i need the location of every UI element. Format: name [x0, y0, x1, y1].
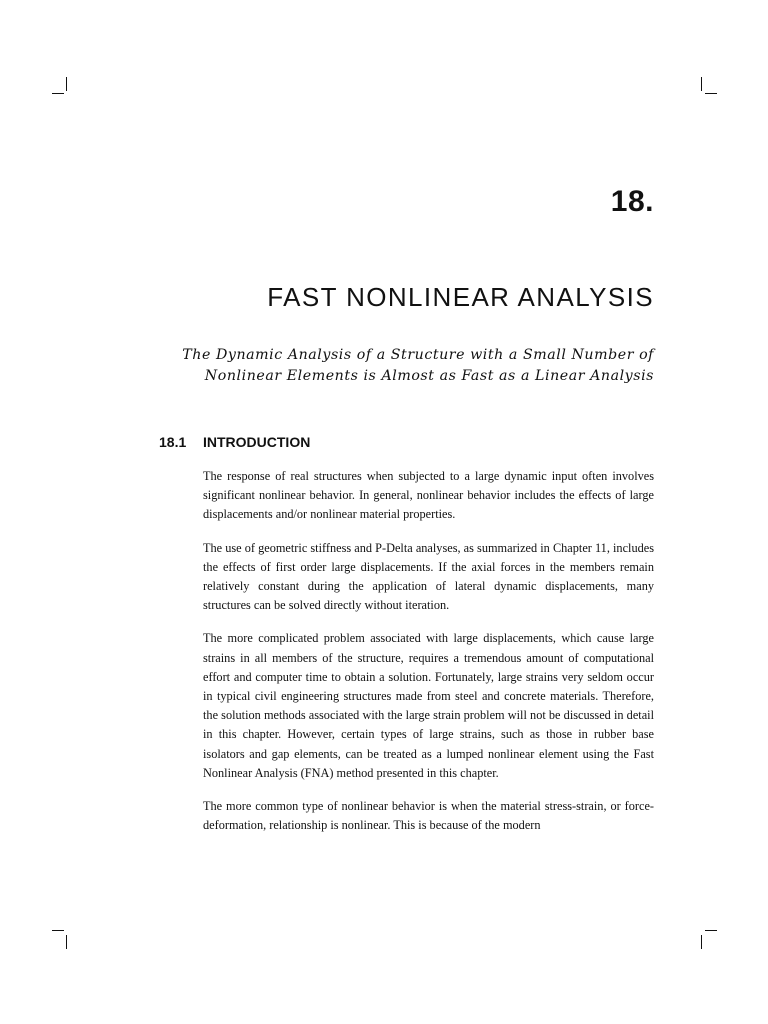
- body-text: [203, 467, 654, 849]
- crop-mark-bottom-right-v: [701, 935, 702, 949]
- crop-mark-top-right-h: [705, 93, 717, 94]
- section-title: INTRODUCTION: [203, 434, 311, 450]
- crop-mark-top-left-v: [66, 77, 67, 91]
- paragraph: The use of geometric stiffness and P-Delta analyses, as summarized in Chapter 11, includes the effects of first order large displacements. If the axial forces in the members remain relatively constant during the application of lateral dynamic displacements, many structures can be solved directly without iteration.: [203, 540, 654, 613]
- section-heading: [159, 432, 310, 452]
- crop-mark-top-left-h: [52, 93, 64, 94]
- paragraph: The more common type of nonlinear behavior is when the material stress-strain, or force-deformation, relationship is nonlinear. This is because of the modern: [203, 799, 654, 833]
- paragraph: The response of real structures when subjected to a large dynamic input often involves significant nonlinear behavior. In general, nonlinear behavior includes the effects of large displacements and/or nonlinear material properties.: [203, 469, 654, 522]
- section-number: 18.1: [159, 434, 187, 450]
- chapter-number: 18.: [610, 185, 654, 218]
- crop-mark-bottom-left-h: [52, 930, 64, 931]
- crop-mark-bottom-right-h: [705, 930, 717, 931]
- chapter-epigraph: The Dynamic Analysis of a Structure with a Small Number of Nonlinear Elements is Almost as Fast as a Linear Analysis: [182, 347, 654, 384]
- crop-mark-top-right-v: [701, 77, 702, 91]
- paragraph: The more complicated problem associated with large displacements, which cause large strains in all members of the structure, requires a tremendous amount of computational effort and computer time to obtain a solution. Fortunately, large strains very seldom occur in typical civil engineering structures made from steel and concrete materials. Therefore, the solution methods associated with the large strain problem will not be discussed in detail in this chapter. However, certain types of large strains, such as those in rubber base isolators and gap elements, can be treated as a lumped nonlinear element using the Fast Nonlinear Analysis (FNA) method presented in this chapter.: [203, 631, 654, 780]
- crop-mark-bottom-left-v: [66, 935, 67, 949]
- chapter-title: FAST NONLINEAR ANALYSIS: [267, 282, 654, 312]
